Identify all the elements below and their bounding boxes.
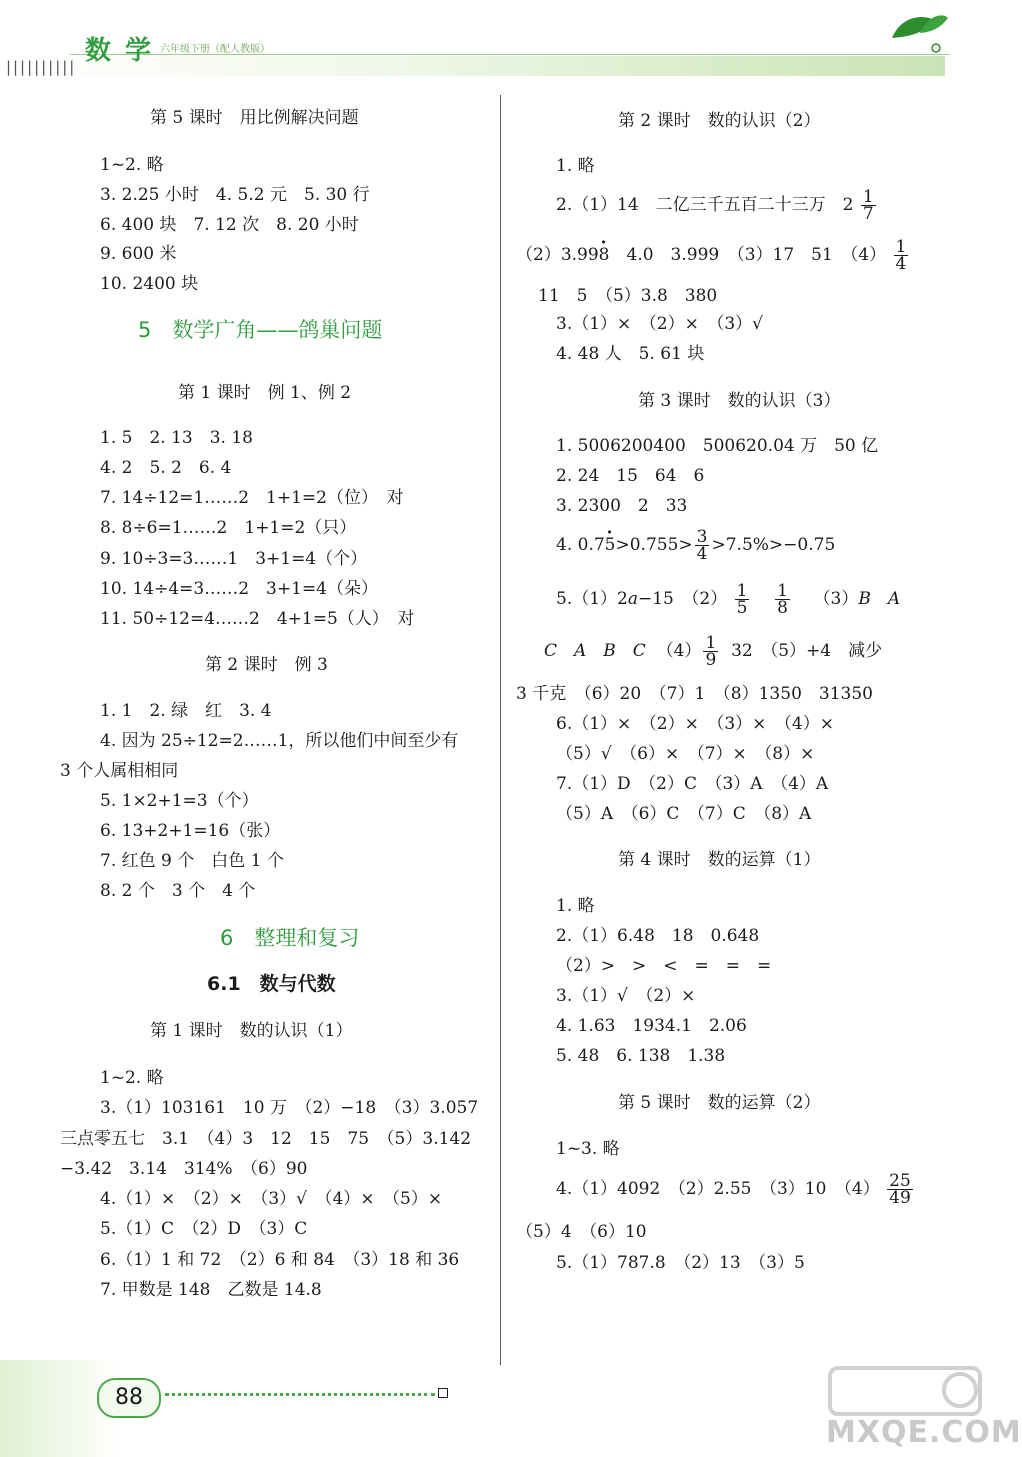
repeating-digit: 8 · (599, 236, 610, 274)
answer-line: 3 千克 （6）20 （7）1 （8）1350 31350 (516, 684, 873, 704)
answer-line (516, 236, 910, 274)
answer-text: >7.5%>−0.75 (711, 535, 836, 555)
watermark-text: MXQE.COM (826, 1415, 1022, 1450)
chapter-heading: 5 数学广角——鸽巢问题 (138, 318, 383, 342)
answer-line: 1. 略 (556, 896, 595, 916)
numerator: 1 (895, 237, 907, 257)
answer-text: 2.（1）14 二亿三千五百二十三万 2 (556, 195, 854, 215)
answer-letters: C A B C (544, 641, 646, 661)
lesson-title: 第 1 课时 数的认识（1） (150, 1021, 353, 1041)
answer-line: 10. 2400 块 (100, 274, 199, 294)
answer-line: （5）√ （6）× （7）× （8）× (556, 744, 815, 764)
fraction (861, 189, 876, 222)
denominator: 4 (696, 544, 708, 564)
answer-line: 5. 48 6. 138 1.38 (556, 1046, 726, 1066)
answer-line: 11. 50÷12=4……2 4+1=5（人） 对 (100, 609, 415, 629)
answer-line (556, 526, 835, 564)
answer-line: 8. 8÷6=1……2 1+1=2（只） (100, 518, 357, 538)
answer-line (544, 632, 882, 670)
answer-line: 10. 14÷4=3……2 3+1=4（朵） (100, 579, 378, 599)
answer-line: 1. 1 2. 绿 红 3. 4 (100, 701, 272, 721)
denominator: 8 (777, 598, 788, 618)
numerator: 1 (736, 581, 748, 601)
numerator: 3 (696, 527, 708, 547)
denominator: 49 (889, 1188, 911, 1208)
answer-line: 6.（1）1 和 72 （2）6 和 84 （3）18 和 36 (100, 1250, 460, 1270)
denominator: 7 (862, 204, 874, 224)
fraction (735, 583, 750, 616)
answer-text: 4. 0.7 (556, 535, 605, 555)
answer-line: 5.（1）C （2）D （3）C (100, 1219, 308, 1239)
answer-line (556, 1170, 915, 1208)
answer-line (556, 186, 878, 224)
fraction (695, 529, 710, 562)
lesson-title: 第 5 课时 用比例解决问题 (150, 108, 359, 128)
footer-square-icon (438, 1388, 448, 1398)
lesson-title: 第 5 课时 数的运算（2） (618, 1093, 821, 1113)
answer-text: 32 （5）+4 减少 (731, 641, 883, 661)
chapter-heading: 6 整理和复习 (220, 926, 360, 950)
leaf-logo-icon (890, 8, 950, 53)
lesson-title: 第 3 课时 数的认识（3） (638, 391, 841, 411)
answer-text: （4） (656, 641, 702, 661)
answer-letters: B A (858, 589, 901, 609)
answer-line: 1~3. 略 (556, 1139, 620, 1159)
answer-line: 7. 红色 9 个 白色 1 个 (100, 851, 284, 871)
answer-line: 11 5 （5）3.8 380 (538, 286, 718, 306)
numerator: 1 (705, 633, 717, 653)
page-number: 88 (97, 1378, 161, 1418)
footer-dotted-rule (165, 1393, 435, 1396)
fraction (894, 239, 909, 272)
answer-line: 3.（1）√ （2）× (556, 986, 696, 1006)
answer-line: 6. 13+2+1=16（张） (100, 821, 281, 841)
answer-text: 4.（1）4092 （2）2.55 （3）10 （4） (556, 1179, 880, 1199)
answer-line: 1~2. 略 (100, 155, 164, 175)
repeating-digit: 5 · (605, 526, 616, 564)
numerator: 1 (777, 581, 788, 601)
answer-line: 3. 2300 2 33 (556, 496, 688, 516)
answer-line: 3.（1）103161 10 万 （2）−18 （3）3.057 (100, 1098, 479, 1118)
answer-line: （5）4 （6）10 (516, 1222, 647, 1242)
answer-line: −3.42 3.14 314% （6）90 (60, 1159, 308, 1179)
denominator: 5 (736, 598, 748, 618)
denominator: 9 (705, 650, 717, 670)
answer-line: 2.（1）6.48 18 0.648 (556, 926, 760, 946)
numerator: 1 (862, 187, 874, 207)
answer-line: 3 个人属相相同 (60, 761, 179, 781)
answer-line: 3. 2.25 小时 4. 5.2 元 5. 30 行 (100, 185, 370, 205)
answer-line: 4. 2 5. 2 6. 4 (100, 458, 232, 478)
denominator: 4 (895, 254, 907, 274)
answer-line: （5）A （6）C （7）C （8）A (556, 804, 812, 824)
answer-line: 7. 甲数是 148 乙数是 14.8 (100, 1280, 322, 1300)
page-header (0, 0, 1000, 80)
answer-line: 3.（1）× （2）× （3）√ (556, 314, 763, 334)
answer-line: （2）> > < = = = (556, 956, 772, 976)
answer-line: 三点零五七 3.1 （4）3 12 15 75 （5）3.142 (60, 1129, 472, 1149)
answer-line: 2. 24 15 64 6 (556, 466, 705, 486)
answer-line: 7. 14÷12=1……2 1+1=2（位） 对 (100, 488, 404, 508)
answer-text: （2）3.99 (516, 245, 599, 265)
answer-line: 5.（1）787.8 （2）13 （3）5 (556, 1253, 805, 1273)
lesson-title: 第 1 课时 例 1、例 2 (178, 383, 352, 403)
answer-text: 5.（1）2 (556, 589, 628, 609)
answer-text: −15 （2） (638, 589, 728, 609)
subject-title: 数学 (85, 36, 166, 66)
answer-line: 4.（1）× （2）× （3）√ （4）× （5）× (100, 1189, 443, 1209)
fraction (703, 635, 718, 668)
answer-line: 5. 1×2+1=3（个） (100, 791, 259, 811)
numerator: 25 (889, 1171, 911, 1191)
answer-line: 1. 5006200400 500620.04 万 50 亿 (556, 436, 879, 456)
answer-line: 4. 因为 25÷12=2……1，所以他们中间至少有 (100, 731, 459, 751)
answer-line: 1. 略 (556, 156, 595, 176)
answer-line: 4. 1.63 1934.1 2.06 (556, 1016, 747, 1036)
answer-line: 9. 10÷3=3……1 3+1=4（个） (100, 549, 368, 569)
fraction (887, 1173, 913, 1206)
answer-line (556, 580, 900, 618)
answer-line: 6.（1）× （2）× （3）× （4）× (556, 714, 834, 734)
answer-line: 9. 600 米 (100, 244, 177, 264)
lesson-title: 第 4 课时 数的运算（1） (618, 850, 821, 870)
answer-text: （3） (813, 589, 859, 609)
answer-line: 6. 400 块 7. 12 次 8. 20 小时 (100, 215, 359, 235)
variable: a (627, 589, 638, 609)
answer-line: 7.（1）D （2）C （3）A （4）A (556, 774, 829, 794)
answer-line: 8. 2 个 3 个 4 个 (100, 881, 256, 901)
answer-line: 4. 48 人 5. 61 块 (556, 344, 705, 364)
answer-line: 1~2. 略 (100, 1068, 164, 1088)
header-ticks: |||||||||| (4, 58, 75, 76)
fraction (775, 583, 790, 616)
grade-label: 六年级下册（配人教版） (160, 44, 270, 55)
answer-text: >0.755> (615, 535, 693, 555)
answer-line: 1. 5 2. 13 3. 18 (100, 428, 253, 448)
answer-text: 4.0 3.999 （3）17 51 （4） (609, 245, 887, 265)
lesson-title: 第 2 课时 例 3 (205, 655, 328, 675)
column-divider (500, 95, 501, 1365)
section-heading: 6.1 数与代数 (207, 973, 336, 995)
lesson-title: 第 2 课时 数的认识（2） (618, 111, 821, 131)
